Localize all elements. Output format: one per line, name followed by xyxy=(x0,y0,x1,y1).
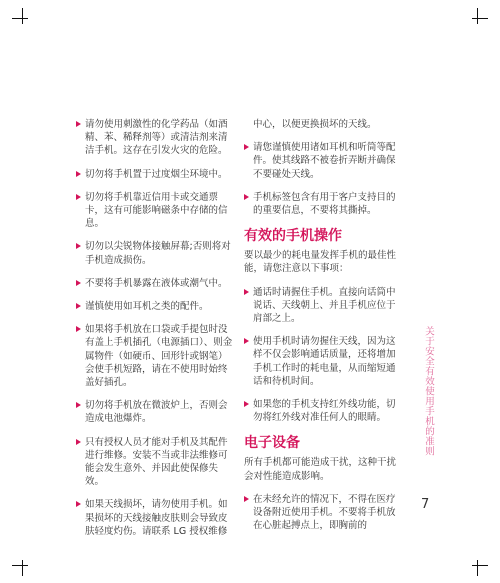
bullet-triangle-icon xyxy=(244,194,249,200)
crop-mark-bottom-right xyxy=(472,560,488,576)
left-column xyxy=(76,118,236,548)
bullet-triangle-icon xyxy=(76,121,81,127)
bullet-triangle-icon xyxy=(76,171,81,177)
bullet-triangle-icon xyxy=(76,439,81,445)
section-intro: 要以最少的耗电量发挥手机的最佳性能，请您注意以下事项： xyxy=(244,250,397,275)
bullet-item: 谨慎使用如耳机之类的配件。 xyxy=(76,300,236,313)
bullet-triangle-icon xyxy=(244,338,249,344)
bullet-item: 请您谨慎使用诸如耳机和听筒等配件。使其线路不被卷折弄断并确保不要碰处天线。 xyxy=(244,141,404,181)
page-number: 7 xyxy=(421,497,430,512)
bullet-item: 如果将手机放在口袋或手提包时没有盖上手机插孔（电源插口）、则金属物件（如硬币、回形针或钢笔）会使手机短路，请在不使用时始终盖好插孔。 xyxy=(76,323,236,389)
section-heading-electronic-devices: 电子设备 xyxy=(244,435,300,452)
bullet-triangle-icon xyxy=(76,303,81,309)
crop-mark-bottom-left xyxy=(12,560,28,576)
bullet-item: 切勿将手机置于过度烟尘环境中。 xyxy=(76,168,236,181)
bullet-item: 不要将手机暴露在液体或潮气中。 xyxy=(76,277,236,290)
bullet-triangle-icon xyxy=(76,280,81,286)
bullet-item: 切勿以尖锐物体接触屏幕;否则将对手机造成损伤。 xyxy=(76,240,236,266)
bullet-triangle-icon xyxy=(244,144,249,150)
crop-mark-top-right xyxy=(472,8,488,24)
bullet-triangle-icon xyxy=(244,496,249,502)
section-heading-efficient-operation: 有效的手机操作 xyxy=(244,228,342,245)
bullet-item: 请勿使用刺激性的化学药品（如酒精、苯、稀释剂等）或清洁剂来清洁手机。这存在引发火灾的危险。 xyxy=(76,118,236,158)
bullet-item: 如果天线损坏，请勿使用手机。如果损坏的天线接触皮肤则会导致皮肤轻度灼伤。请联系 LG 授权维修 xyxy=(76,498,236,538)
bullet-triangle-icon xyxy=(76,402,81,408)
bullet-triangle-icon xyxy=(76,326,81,332)
bullet-item: 手机标签包含有用于客户支持目的的重要信息，不要将其撕掉。 xyxy=(244,191,404,217)
bullet-item: 在未经允许的情况下，不得在医疗设备附近使用手机。不要将手机放在心脏起搏点上，即胸前的 xyxy=(244,493,404,533)
bullet-item: 只有授权人员才能对手机及其配件进行维修。安装不当或非法维修可能会发生意外、并因此使保修失效。 xyxy=(76,436,236,489)
continued-text: 中心，以便更换损坏的天线。 xyxy=(253,119,377,130)
bullet-triangle-icon xyxy=(76,243,81,249)
bullet-item: 切勿将手机靠近信用卡或交通票卡，这有可能影响磁条中存储的信息。 xyxy=(76,191,236,231)
bullet-item: 通话时请握住手机。直接向话筒中说话、天线朝上、并且手机应位于肩部之上。 xyxy=(244,286,404,326)
bullet-item: 如果您的手机支持红外线功能，切勿将红外线对准任何人的眼睛。 xyxy=(244,398,404,424)
crop-mark-top-left xyxy=(12,8,28,24)
bullet-item: 使用手机时请勿握住天线，因为这样不仅会影响通话质量，还将增加手机工作时的耗电量，从而缩短通话和待机时间。 xyxy=(244,335,404,388)
side-chapter-title: 关于安全有效使用手机的准则 xyxy=(423,326,434,456)
bullet-triangle-icon xyxy=(76,501,81,507)
section-intro: 所有手机都可能造成干扰，这种干扰会对性能造成影响。 xyxy=(244,457,397,482)
right-column xyxy=(244,118,404,542)
bullet-triangle-icon xyxy=(244,401,249,407)
bullet-item: 切勿将手机放在微波炉上，否则会造成电池爆炸。 xyxy=(76,399,236,425)
bullet-triangle-icon xyxy=(244,289,249,295)
bullet-triangle-icon xyxy=(76,194,81,200)
